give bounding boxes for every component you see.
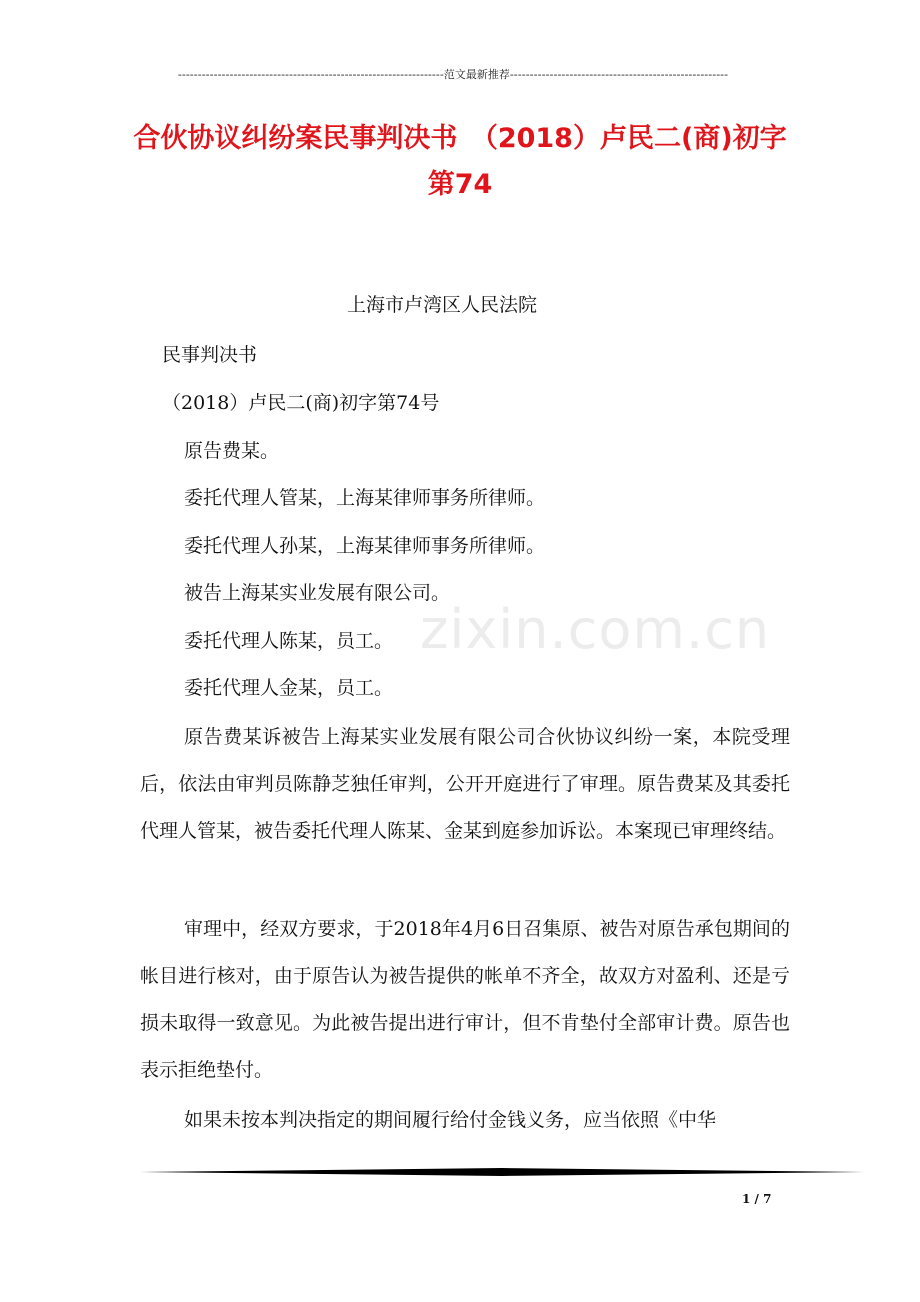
paragraph-obligation: 如果未按本判决指定的期间履行给付金钱义务，应当依照《中华	[184, 1109, 717, 1131]
page-header: -------------------------------------------------------------------范文最新推荐-------------------------------------------------------	[177, 68, 729, 81]
page-number: 1 / 7	[742, 1192, 772, 1206]
case-number: （2018）卢民二(商)初字第74号	[162, 392, 440, 414]
doc-type: 民事判决书	[162, 344, 258, 366]
defendant-agent-2: 委托代理人金某，员工。	[184, 677, 394, 699]
court-name: 上海市卢湾区人民法院	[346, 294, 537, 316]
plaintiff-agent-2: 委托代理人孙某，上海某律师事务所律师。	[184, 535, 546, 557]
document-title: 合伙协议纠纷案民事判决书 （2018）卢民二(商)初字第74	[133, 123, 787, 200]
paragraph-case-summary: 原告费某诉被告上海某实业发展有限公司合伙协议纠纷一案，本院受理后，依法由审判员陈静芝独任审判，公开开庭进行了审理。原告费某及其委托代理人管某，被告委托代理人陈某、金某到庭参加诉讼。本案现已审理终结。	[140, 726, 790, 842]
defendant-agent-1: 委托代理人陈某，员工。	[184, 630, 394, 652]
plaintiff-agent-1: 委托代理人管某，上海某律师事务所律师。	[184, 487, 546, 509]
defendant: 被告上海某实业发展有限公司。	[184, 582, 451, 604]
watermark: zixin.com.cn	[420, 598, 771, 661]
plaintiff: 原告费某。	[184, 440, 280, 462]
paragraph-trial: 审理中，经双方要求，于2018年4月6日召集原、被告对原告承包期间的帐目进行核对，由于原告认为被告提供的帐单不齐全，故双方对盈利、还是亏损未取得一致意见。为此被告提出进行审计，但不肯垫付全部审计费。原告也表示拒绝垫付。	[140, 918, 790, 1081]
footer-rule	[140, 1166, 864, 1178]
